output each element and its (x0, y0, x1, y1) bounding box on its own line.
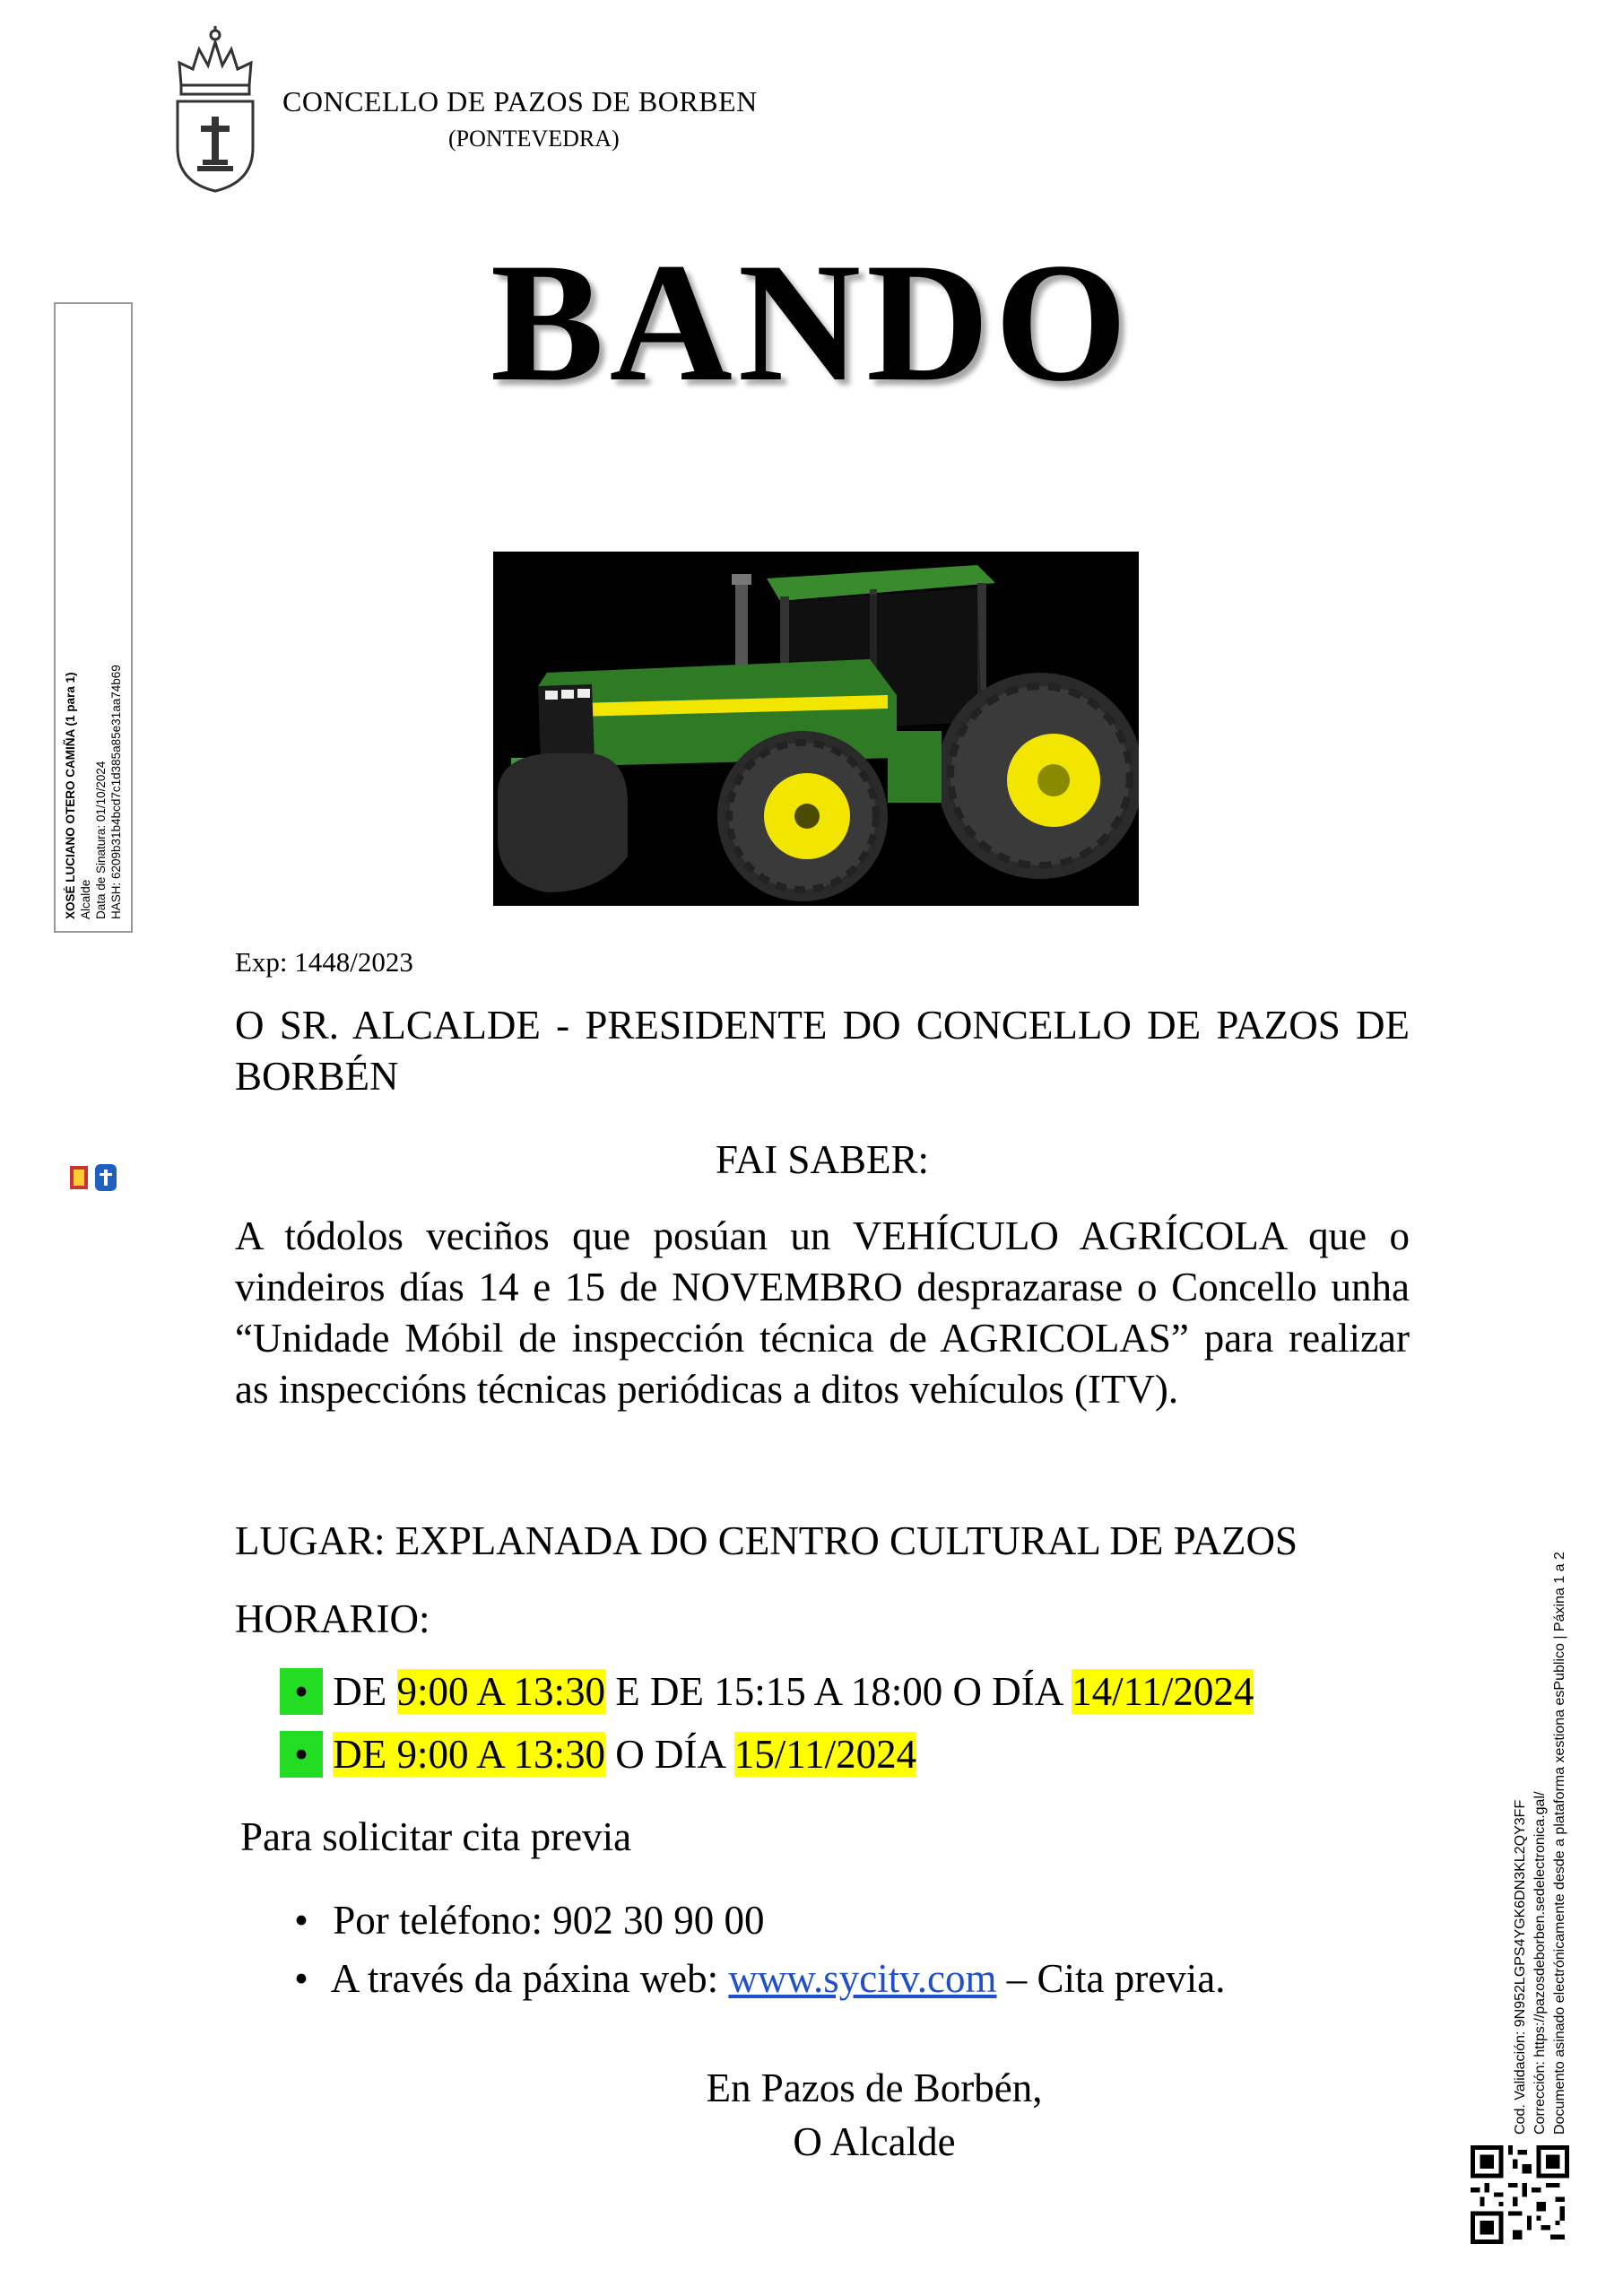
signature-role: O Alcalde (793, 2119, 956, 2164)
schedule-middle: E DE 15:15 A 18:00 O DÍA (605, 1669, 1072, 1714)
announcement-heading: FAI SABER: (716, 1137, 929, 1182)
signature-place: En Pazos de Borbén, (706, 2066, 1043, 2110)
announcement-paragraph: A tódolos veciños que posúan un VEHÍCULO AGRÍCOLA que o vindeiros días 14 e 15 de NOVEMBRO desprazarase o Concello unha “Unidade Móbil de inspección técnica de AGRICOLAS” para realizar as inspeccións técnicas periódicas a ditos vehículos (ITV). (235, 1213, 1410, 1412)
page-title: BANDO (490, 229, 1133, 417)
validation-note: Documento asinado electrónicamente desde a plataforma xestiona esPublico | Páxina 1 a 2 (1552, 1552, 1567, 2135)
website-link[interactable]: www.sycitv.com (728, 1956, 997, 2001)
signature-panel (54, 302, 133, 933)
schedule-item (280, 1668, 1254, 1715)
signature-date: Data de Sinatura: 01/10/2024 (94, 761, 108, 919)
bullet-icon: • (294, 1898, 308, 1943)
validation-info (1511, 1453, 1574, 2135)
schedule-time: DE 9:00 A 13:30 (333, 1732, 606, 1777)
validation-code: Cod. Validación: 9N952LGPS4YGK6DN3KL2QY3FF (1513, 1799, 1528, 2135)
schedule-prefix: DE (333, 1669, 397, 1714)
schedule-date: 15/11/2024 (733, 1732, 917, 1777)
organization-province: (PONTEVEDRA) (448, 126, 620, 152)
schedule-middle: O DÍA (605, 1732, 734, 1777)
signature-seal-icon (68, 1161, 120, 1193)
schedule-heading: HORARIO: (235, 1596, 430, 1641)
issuer-heading: O SR. ALCALDE - PRESIDENTE DO CONCELLO DE PAZOS DE BORBÉN (235, 1003, 1410, 1099)
contact-phone: Por teléfono: 902 30 90 00 (333, 1898, 765, 1943)
signer-name: XOSÉ LUCIANO OTERO CAMIÑA (1 para 1) (64, 672, 77, 919)
municipal-crest-icon (170, 22, 260, 193)
contact-web-suffix: – Cita previa. (996, 1956, 1226, 2001)
bullet-icon: • (280, 1668, 323, 1715)
tractor-illustration (493, 552, 1139, 906)
bullet-icon: • (280, 1731, 323, 1778)
validation-url: Corrección: https://pazosdeborben.sedelectronica.gal/ (1532, 1791, 1548, 2135)
signature-hash: HASH: 6209b31b4bcd7c1d385a85e31aa74b69 (109, 665, 123, 919)
schedule-date: 14/11/2024 (1072, 1669, 1254, 1714)
appointment-intro: Para solicitar cita previa (240, 1814, 632, 1859)
location-line: LUGAR: EXPLANADA DO CENTRO CULTURAL DE PAZOS (235, 1518, 1298, 1563)
expedient-number: Exp: 1448/2023 (235, 946, 413, 978)
schedule-item (280, 1731, 916, 1778)
schedule-time: 9:00 A 13:30 (396, 1669, 606, 1714)
bullet-icon: • (294, 1956, 308, 2001)
contact-web-item (280, 1955, 1225, 2002)
qr-code-icon[interactable] (1471, 2145, 1569, 2244)
contact-web-prefix: A través da páxina web: (330, 1956, 729, 2001)
organization-name: CONCELLO DE PAZOS DE BORBEN (282, 85, 758, 117)
signer-role: Alcalde (79, 879, 92, 919)
contact-phone-item (280, 1897, 764, 1944)
